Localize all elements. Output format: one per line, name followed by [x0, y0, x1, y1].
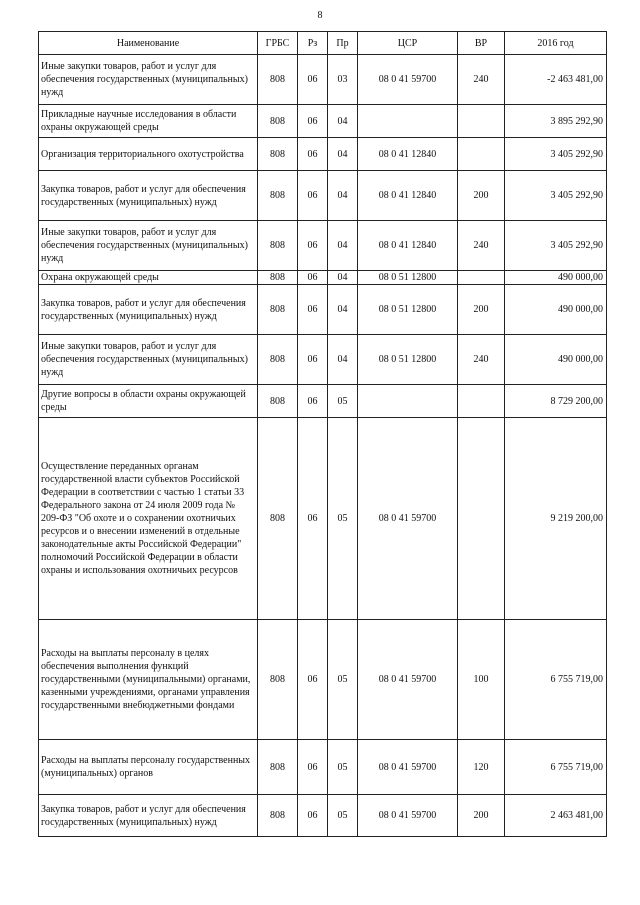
cell-vr: [458, 385, 505, 418]
table-row: [39, 335, 607, 385]
cell-amount: 9 219 200,00: [505, 418, 607, 620]
cell-grbs: 808: [258, 55, 298, 105]
table-row: [39, 620, 607, 740]
cell-pr: 04: [328, 271, 358, 285]
cell-rz: 06: [298, 385, 328, 418]
page-number: 8: [317, 10, 323, 21]
table-row: [39, 285, 607, 335]
cell-name: Иные закупки товаров, работ и услуг для обеспечения государственных (муниципальных) нужд: [39, 221, 258, 271]
cell-vr: [458, 271, 505, 285]
cell-name: Охрана окружающей среды: [39, 271, 258, 285]
header-name: Наименование: [39, 32, 258, 55]
cell-rz: 06: [298, 221, 328, 271]
cell-vr: [458, 138, 505, 171]
table-row: [39, 385, 607, 418]
budget-table: [38, 31, 607, 837]
cell-csr: 08 0 41 59700: [358, 620, 458, 740]
table-row: [39, 418, 607, 620]
header-csr: ЦСР: [358, 32, 458, 55]
table-row: [39, 795, 607, 837]
cell-vr: 240: [458, 335, 505, 385]
cell-name: Расходы на выплаты персоналу в целях обеспечения выполнения функций государственными (муниципальными) органами, казенными учреждениями, органами управления государственными внебюджетными фондами: [39, 620, 258, 740]
cell-csr: 08 0 51 12800: [358, 335, 458, 385]
cell-grbs: 808: [258, 221, 298, 271]
cell-csr: 08 0 41 59700: [358, 418, 458, 620]
cell-amount: 490 000,00: [505, 285, 607, 335]
cell-rz: 06: [298, 335, 328, 385]
header-rz: Рз: [298, 32, 328, 55]
cell-amount: 490 000,00: [505, 271, 607, 285]
cell-csr: 08 0 51 12800: [358, 285, 458, 335]
header-grbs: ГРБС: [258, 32, 298, 55]
cell-grbs: 808: [258, 418, 298, 620]
cell-rz: 06: [298, 171, 328, 221]
cell-name: Закупка товаров, работ и услуг для обеспечения государственных (муниципальных) нужд: [39, 285, 258, 335]
header-pr: Пр: [328, 32, 358, 55]
cell-amount: 3 405 292,90: [505, 221, 607, 271]
cell-rz: 06: [298, 795, 328, 837]
cell-amount: 2 463 481,00: [505, 795, 607, 837]
cell-pr: 04: [328, 105, 358, 138]
cell-grbs: 808: [258, 105, 298, 138]
cell-vr: 200: [458, 171, 505, 221]
cell-vr: 240: [458, 55, 505, 105]
cell-csr: 08 0 41 12840: [358, 171, 458, 221]
cell-pr: 04: [328, 171, 358, 221]
cell-name: Расходы на выплаты персоналу государственных (муниципальных) органов: [39, 740, 258, 795]
cell-pr: 05: [328, 795, 358, 837]
cell-vr: 100: [458, 620, 505, 740]
cell-csr: 08 0 41 59700: [358, 795, 458, 837]
cell-pr: 05: [328, 740, 358, 795]
header-year: 2016 год: [505, 32, 607, 55]
table-row: [39, 55, 607, 105]
cell-pr: 05: [328, 620, 358, 740]
cell-grbs: 808: [258, 335, 298, 385]
cell-name: Иные закупки товаров, работ и услуг для обеспечения государственных (муниципальных) нужд: [39, 55, 258, 105]
cell-pr: 03: [328, 55, 358, 105]
cell-rz: 06: [298, 418, 328, 620]
header-vr: ВР: [458, 32, 505, 55]
cell-amount: 8 729 200,00: [505, 385, 607, 418]
cell-amount: 6 755 719,00: [505, 620, 607, 740]
cell-rz: 06: [298, 740, 328, 795]
cell-grbs: 808: [258, 795, 298, 837]
cell-amount: 3 405 292,90: [505, 138, 607, 171]
cell-rz: 06: [298, 620, 328, 740]
cell-amount: 6 755 719,00: [505, 740, 607, 795]
cell-rz: 06: [298, 271, 328, 285]
cell-rz: 06: [298, 105, 328, 138]
cell-pr: 04: [328, 335, 358, 385]
table-row: [39, 271, 607, 285]
cell-pr: 04: [328, 221, 358, 271]
cell-pr: 04: [328, 285, 358, 335]
cell-csr: 08 0 51 12800: [358, 271, 458, 285]
cell-grbs: 808: [258, 285, 298, 335]
table-row: [39, 138, 607, 171]
cell-grbs: 808: [258, 171, 298, 221]
cell-vr: [458, 105, 505, 138]
cell-amount: -2 463 481,00: [505, 55, 607, 105]
cell-rz: 06: [298, 138, 328, 171]
cell-grbs: 808: [258, 271, 298, 285]
cell-name: Другие вопросы в области охраны окружающей среды: [39, 385, 258, 418]
cell-grbs: 808: [258, 138, 298, 171]
cell-grbs: 808: [258, 385, 298, 418]
cell-name: Организация территориального охотустройства: [39, 138, 258, 171]
cell-csr: [358, 105, 458, 138]
cell-vr: 120: [458, 740, 505, 795]
cell-amount: 490 000,00: [505, 335, 607, 385]
cell-pr: 04: [328, 138, 358, 171]
cell-csr: 08 0 41 59700: [358, 55, 458, 105]
table-row: [39, 105, 607, 138]
cell-csr: 08 0 41 12840: [358, 138, 458, 171]
cell-vr: 200: [458, 285, 505, 335]
cell-vr: 240: [458, 221, 505, 271]
cell-pr: 05: [328, 385, 358, 418]
cell-csr: [358, 385, 458, 418]
cell-csr: 08 0 41 59700: [358, 740, 458, 795]
cell-vr: [458, 418, 505, 620]
cell-vr: 200: [458, 795, 505, 837]
cell-name: Иные закупки товаров, работ и услуг для обеспечения государственных (муниципальных) нужд: [39, 335, 258, 385]
cell-name: Закупка товаров, работ и услуг для обеспечения государственных (муниципальных) нужд: [39, 795, 258, 837]
cell-pr: 05: [328, 418, 358, 620]
cell-csr: 08 0 41 12840: [358, 221, 458, 271]
table-row: [39, 221, 607, 271]
table-row: [39, 740, 607, 795]
table-row: [39, 171, 607, 221]
cell-amount: 3 405 292,90: [505, 171, 607, 221]
cell-name: Закупка товаров, работ и услуг для обеспечения государственных (муниципальных) нужд: [39, 171, 258, 221]
cell-grbs: 808: [258, 740, 298, 795]
cell-rz: 06: [298, 55, 328, 105]
cell-amount: 3 895 292,90: [505, 105, 607, 138]
cell-grbs: 808: [258, 620, 298, 740]
cell-name: Прикладные научные исследования в области охраны окружающей среды: [39, 105, 258, 138]
cell-rz: 06: [298, 285, 328, 335]
cell-name: Осуществление переданных органам государственной власти субъектов Российской Федерации в соответствии с частью 1 статьи 33 Федерального закона от 24 июля 2009 года № 209-ФЗ "Об охоте и о сохранении охотничьих ресурсов и о внесении изменений в отдельные законодательные акты Российской Федерации" полномочий Российской Федерации в области охраны и использования охотничьих ресурсов: [39, 418, 258, 620]
table-header-row: [39, 32, 607, 55]
